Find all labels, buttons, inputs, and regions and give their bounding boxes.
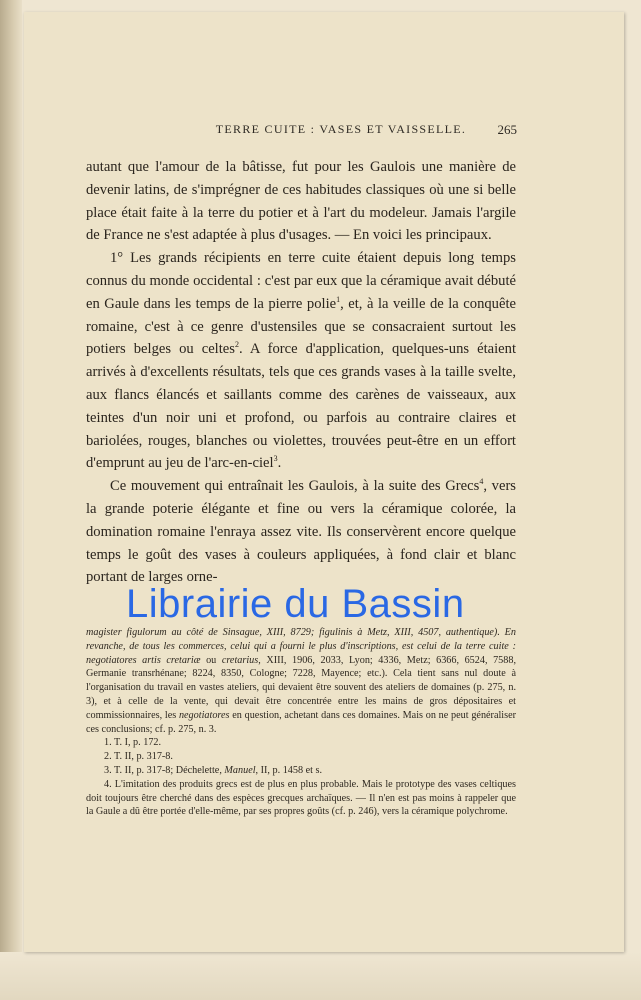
main-text bbox=[86, 156, 516, 589]
footnote-ref-4: 4 bbox=[479, 477, 484, 487]
book-page bbox=[24, 12, 624, 952]
page-number: 265 bbox=[497, 122, 517, 137]
footnote-ref-3: 3 bbox=[273, 454, 278, 464]
running-title: TERRE CUITE : VASES ET VAISSELLE. bbox=[215, 122, 467, 136]
footnote-4: 4. L'imitation des produits grecs est de plus en plus probable. Mais le prototype des vases celtiques doit toujours être cherché dans des espèces grecques archaïques. — Il n'en est pas moins à rappeler que la Gaule a dû être portée d'elle-même, par ses propres goûts (cf. p. 246), vers la céramique polychrome. bbox=[86, 778, 516, 818]
watermark-text: Librairie du Bassin bbox=[126, 582, 465, 626]
paragraph-3: Ce mouvement qui entraînait les Gaulois, à la suite des Grecs$^4$, vers la grande poterie élégante et fine ou vers la céramique colorée, la domination romaine l'enraya assez vite. Ils conservèrent encore quelque temps le goût des vases à couleurs appliquées, à fond clair et blanc portant de larges orne- bbox=[86, 477, 516, 586]
background-surface bbox=[0, 952, 641, 1000]
footnote-ref-2: 2 bbox=[234, 340, 239, 350]
footnote-2: 2. T. II, p. 317-8. bbox=[104, 751, 173, 763]
paragraph-2: 1° Les grands récipients en terre cuite étaient depuis long temps connus du monde occidental : c'est par eux que la céramique avait débuté en Gaule dans les temps de la pierre polie$^1$, et, à la veille de la conquête romaine, c'est à ce genre d'ustensiles que se consacraient surtout les potiers belges ou celtes$^2$. A force d'application, quelques-uns étaient arrivés à d'excellents résultats, tels que ces grands vases à la taille svelte, aux flancs élancés et saillants comme des carènes de vaisseaux, aux teintes d'un noir uni et profond, ou parfois au contraire claires et bariolées, rouges, blanches ou violettes, trouvées peut-être en un effort d'emprunt au jeu de l'arc-en-ciel$^3$. bbox=[86, 250, 516, 472]
footnote-continuation: magister figulorum au côté de Sinsague, XIII, 8729; figulinis à Metz, XIII, 4507, authentique). En revanche, de tous les commerces, celui qui a fourni le plus d'inscriptions, est celui de la terre cuite : negotiatores artis cretariæ ou cretarius, XIII, 1906, 2033, Lyon; 4336, Metz; 6366, 6524, 7588, Germanie transrhénane; 8224, 8350, Cologne; 7228, Mayence; etc.). Cela tient sans nul doute à l'organisation du travail en vastes ateliers, qui devaient être souvent des ateliers de domaines (p. 275, n. 3), et à celle de la vente, qui devait être concentrée entre les mains de gros dépositaires et commissionnaires, les negotiatores en question, achetant dans ces domaines. Mais on ne peut généraliser ces conclusions; cf. p. 275, n. 3. bbox=[86, 627, 517, 735]
footnote-1: 1. T. I, p. 172. bbox=[104, 737, 162, 749]
adjacent-page-edge bbox=[0, 0, 22, 1000]
footnotes bbox=[86, 626, 516, 819]
footnote-3: 3. T. II, p. 317-8; Déchelette, Manuel, II, p. 1458 et s. bbox=[104, 764, 323, 776]
paragraph-1: autant que l'amour de la bâtisse, fut pour les Gaulois une manière de devenir latins, de s'imprégner de ces habitudes classiques où une si belle place était faite à la terre du potier et à l'art du modeleur. Jamais l'argile de France ne s'est adaptée à plus d'usages. — En voici les principaux. bbox=[86, 159, 516, 244]
footnote-ref-1: 1 bbox=[336, 294, 341, 304]
